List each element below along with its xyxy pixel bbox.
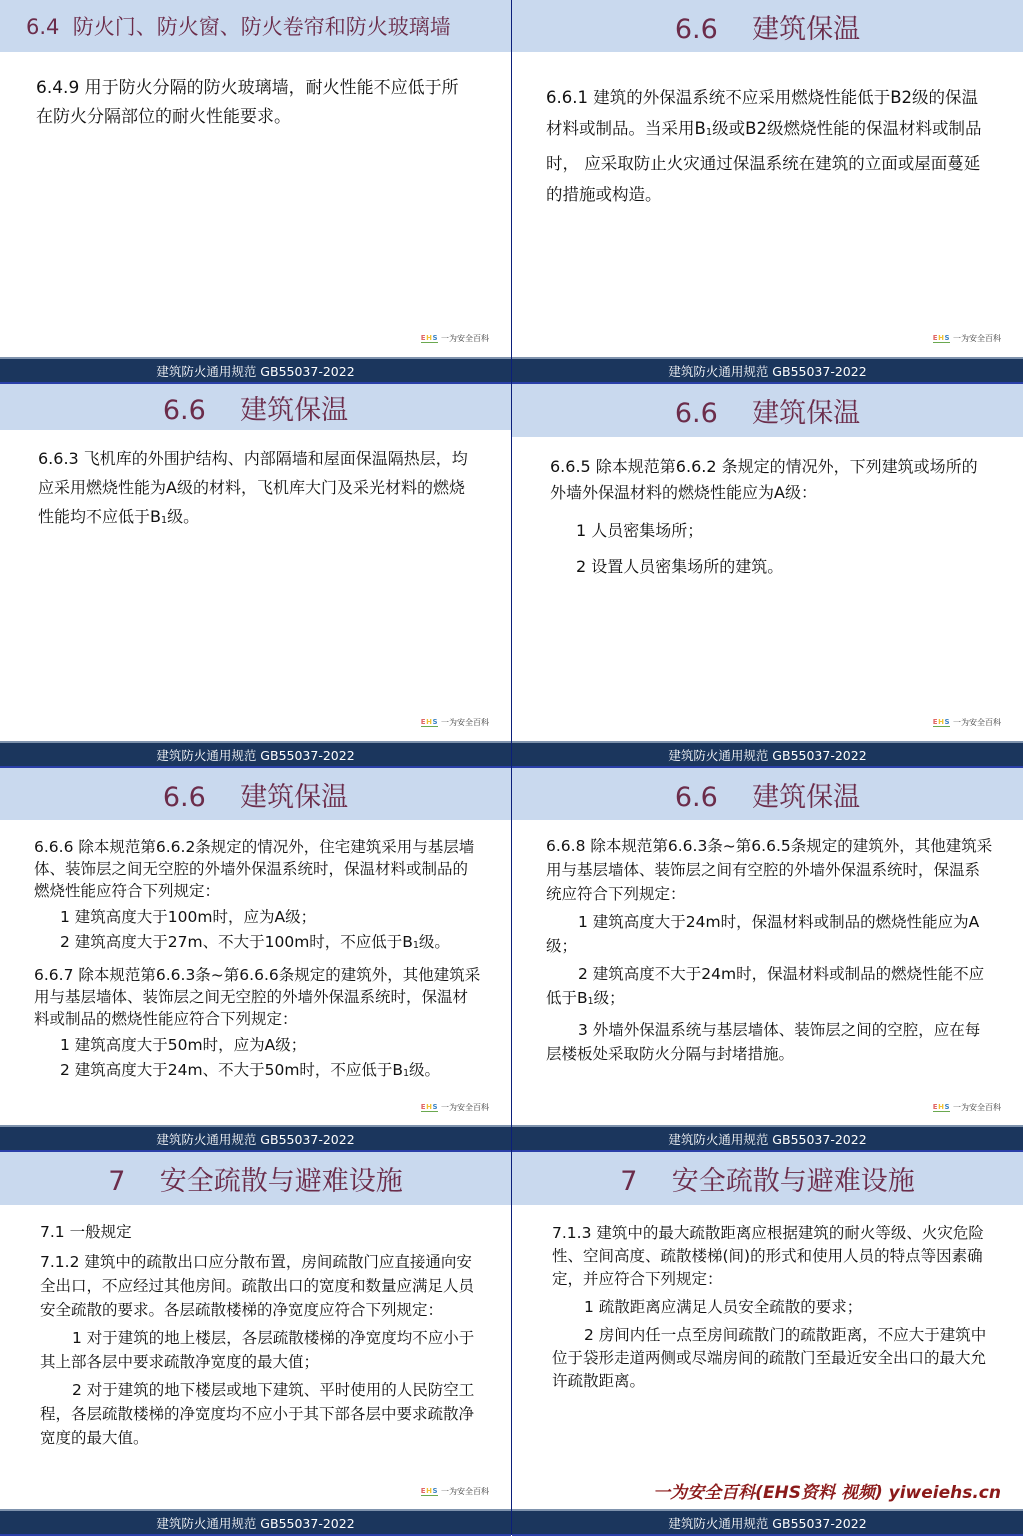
slide-body (0, 74, 511, 132)
list-item: 2 对于建筑的地下楼层或地下建筑、平时使用的人民防空工程，各层疏散楼梯的净宽度均不应小于其下部各层中要求疏散净宽度的最大值。 (40, 1381, 475, 1447)
list-item: 1 对于建筑的地上楼层，各层疏散楼梯的净宽度均不应小于其上部各层中要求疏散净宽度的最大值； (40, 1329, 475, 1371)
ehs-logo (421, 333, 489, 344)
clause-7-1-2: 7.1.2 建筑中的疏散出口应分散布置，房间疏散门应直接通向安全出口，不应经过其他房间。疏散出口的宽度和数量应满足人员安全疏散的要求。各层疏散楼梯的净宽度应符合下列规定： (40, 1253, 475, 1319)
ehs-logo-icon: EHS (932, 718, 950, 726)
logo-label: 一为安全百科 (441, 718, 489, 727)
clause-6-6-1: 6.6.1 建筑的外保温系统不应采用燃烧性能低于B2级的保温材料或制品。当采用$B_1$级或B2级燃烧性能的保温材料或制品时， 应采取防止火灾通过保温系统在建筑的立面或屋面蔓延的措施或构造。 (546, 88, 982, 204)
slide-body (0, 1220, 511, 1450)
clause-6-6-7: 6.6.7 除本规范第6.6.3条~第6.6.6条规定的建筑外，其他建筑采用与基层墙体、装饰层之间无空腔的外墙外保温系统时，保温材料或制品的燃烧性能应符合下列规定： (34, 966, 481, 1028)
slide-6-6-1 (512, 0, 1023, 384)
list-item: 1 疏散距离应满足人员安全疏散的要求； (584, 1298, 863, 1316)
slide-6-6-5 (512, 384, 1023, 768)
list-item: 1 建筑高度大于24m时，保温材料或制品的燃烧性能应为A级； (546, 913, 980, 955)
list-item: 2 建筑高度大于27m、不大于100m时，不应低于$B_1$级。 (60, 933, 450, 951)
ehs-logo-icon: EHS (932, 334, 950, 342)
list-item: 3 外墙外保温系统与基层墙体、装饰层之间的空腔，应在每层楼板处采取防火分隔与封堵措施。 (546, 1021, 981, 1063)
logo-label: 一为安全百科 (441, 1103, 489, 1112)
watermark-text: 一为安全百科(EHS资料 视频) yiweiehs.cn (653, 1483, 1001, 1503)
logo-label: 一为安全百科 (441, 334, 489, 343)
ehs-logo (421, 1102, 489, 1113)
slide-footer: 建筑防火通用规范 GB55037-2022 (0, 741, 511, 768)
ehs-logo-icon: EHS (420, 334, 438, 342)
list-item: 1 人员密集场所； (576, 521, 704, 540)
ehs-logo (421, 1486, 489, 1497)
slide-body (512, 834, 1023, 1066)
clause-6-6-8: 6.6.8 除本规范第6.6.3条~第6.6.5条规定的建筑外，其他建筑采用与基层墙体、装饰层之间有空腔的外墙外保温系统时，保温系统应符合下列规定： (546, 837, 993, 903)
slide-title: 6.6 建筑保温 (0, 768, 511, 820)
slide-footer: 建筑防火通用规范 GB55037-2022 (0, 1125, 511, 1152)
slide-title: 6.4 防火门、防火窗、防火卷帘和防火玻璃墙 (0, 0, 511, 52)
list-item: 1 建筑高度大于50m时，应为A级； (60, 1036, 307, 1054)
slide-title: 7 安全疏散与避难设施 (0, 1152, 511, 1205)
ehs-logo (933, 717, 1001, 728)
clause-6-6-6: 6.6.6 除本规范第6.6.2条规定的情况外，住宅建筑采用与基层墙体、装饰层之间无空腔的外墙外保温系统时，保温材料或制品的 燃烧性能应符合下列规定： (34, 838, 475, 900)
logo-label: 一为安全百科 (953, 718, 1001, 727)
slide-body (0, 444, 511, 535)
slide-body (0, 836, 511, 1086)
column-divider (511, 0, 512, 1535)
list-item: 2 建筑高度不大于24m时，保温材料或制品的燃烧性能不应低于$B_1$级； (546, 965, 985, 1007)
slide-title: 7 安全疏散与避难设施 (512, 1152, 1023, 1205)
ehs-logo-icon: EHS (420, 1487, 438, 1495)
ehs-logo-icon: EHS (420, 718, 438, 726)
ehs-logo (933, 1102, 1001, 1113)
list-item: 2 房间内任一点至房间疏散门的疏散距离，不应大于建筑中位于袋形走道两侧或尽端房间的疏散门至最近安全出口的最大允许疏散距离。 (552, 1326, 987, 1390)
logo-label: 一为安全百科 (441, 1487, 489, 1496)
slide-6-6-3 (0, 384, 511, 768)
slide-title: 6.6 建筑保温 (512, 768, 1023, 820)
section-7-1-heading: 7.1 一般规定 (40, 1223, 132, 1241)
slide-7-1-2 (0, 1152, 511, 1536)
slide-footer: 建筑防火通用规范 GB55037-2022 (512, 1125, 1023, 1152)
list-item: 1 建筑高度大于100m时，应为A级； (60, 908, 317, 926)
slide-title: 6.6 建筑保温 (512, 0, 1023, 52)
list-item: 2 建筑高度大于24m、不大于50m时，不应低于$B_1$级。 (60, 1061, 441, 1079)
slide-footer: 建筑防火通用规范 GB55037-2022 (512, 741, 1023, 768)
list-item: 2 设置人员密集场所的建筑。 (576, 557, 784, 576)
slide-6-6-8 (512, 768, 1023, 1152)
slide-footer: 建筑防火通用规范 GB55037-2022 (512, 1509, 1023, 1536)
ehs-logo (933, 333, 1001, 344)
slide-title: 6.6 建筑保温 (0, 384, 511, 430)
clause-6-6-5: 6.6.5 除本规范第6.6.2 条规定的情况外，下列建筑或场所的外墙外保温材料的燃烧性能应为A级： (550, 457, 978, 502)
slide-6-4-9 (0, 0, 511, 384)
clause-7-1-3: 7.1.3 建筑中的最大疏散距离应根据建筑的耐火等级、火灾危险性、空间高度、疏散楼梯(间)的形式和使用人员的特点等因素确定，并应符合下列规定： (552, 1224, 984, 1288)
slide-body (512, 82, 1023, 210)
clause-6-6-3: 6.6.3 飞机库的外围护结构、内部隔墙和屋面保温隔热层，均应采用燃烧性能为A级的材料，飞机库大门及采光材料的燃烧性能均不应低于$B_1$级。 (38, 449, 468, 526)
ehs-logo-icon: EHS (932, 1103, 950, 1111)
slide-footer: 建筑防火通用规范 GB55037-2022 (0, 357, 511, 384)
slide-footer: 建筑防火通用规范 GB55037-2022 (512, 357, 1023, 384)
logo-label: 一为安全百科 (953, 1103, 1001, 1112)
logo-label: 一为安全百科 (953, 334, 1001, 343)
slide-title: 6.6 建筑保温 (512, 384, 1023, 437)
clause-6-4-9: 6.4.9 用于防火分隔的防火玻璃墙，耐火性能不应低于所在防火分隔部位的耐火性能要求。 (36, 78, 459, 127)
ehs-logo-icon: EHS (420, 1103, 438, 1111)
slide-body (512, 454, 1023, 580)
slide-footer: 建筑防火通用规范 GB55037-2022 (0, 1509, 511, 1536)
ehs-logo (421, 717, 489, 728)
slide-body (512, 1222, 1023, 1393)
slide-6-6-6-and-6-6-7 (0, 768, 511, 1152)
